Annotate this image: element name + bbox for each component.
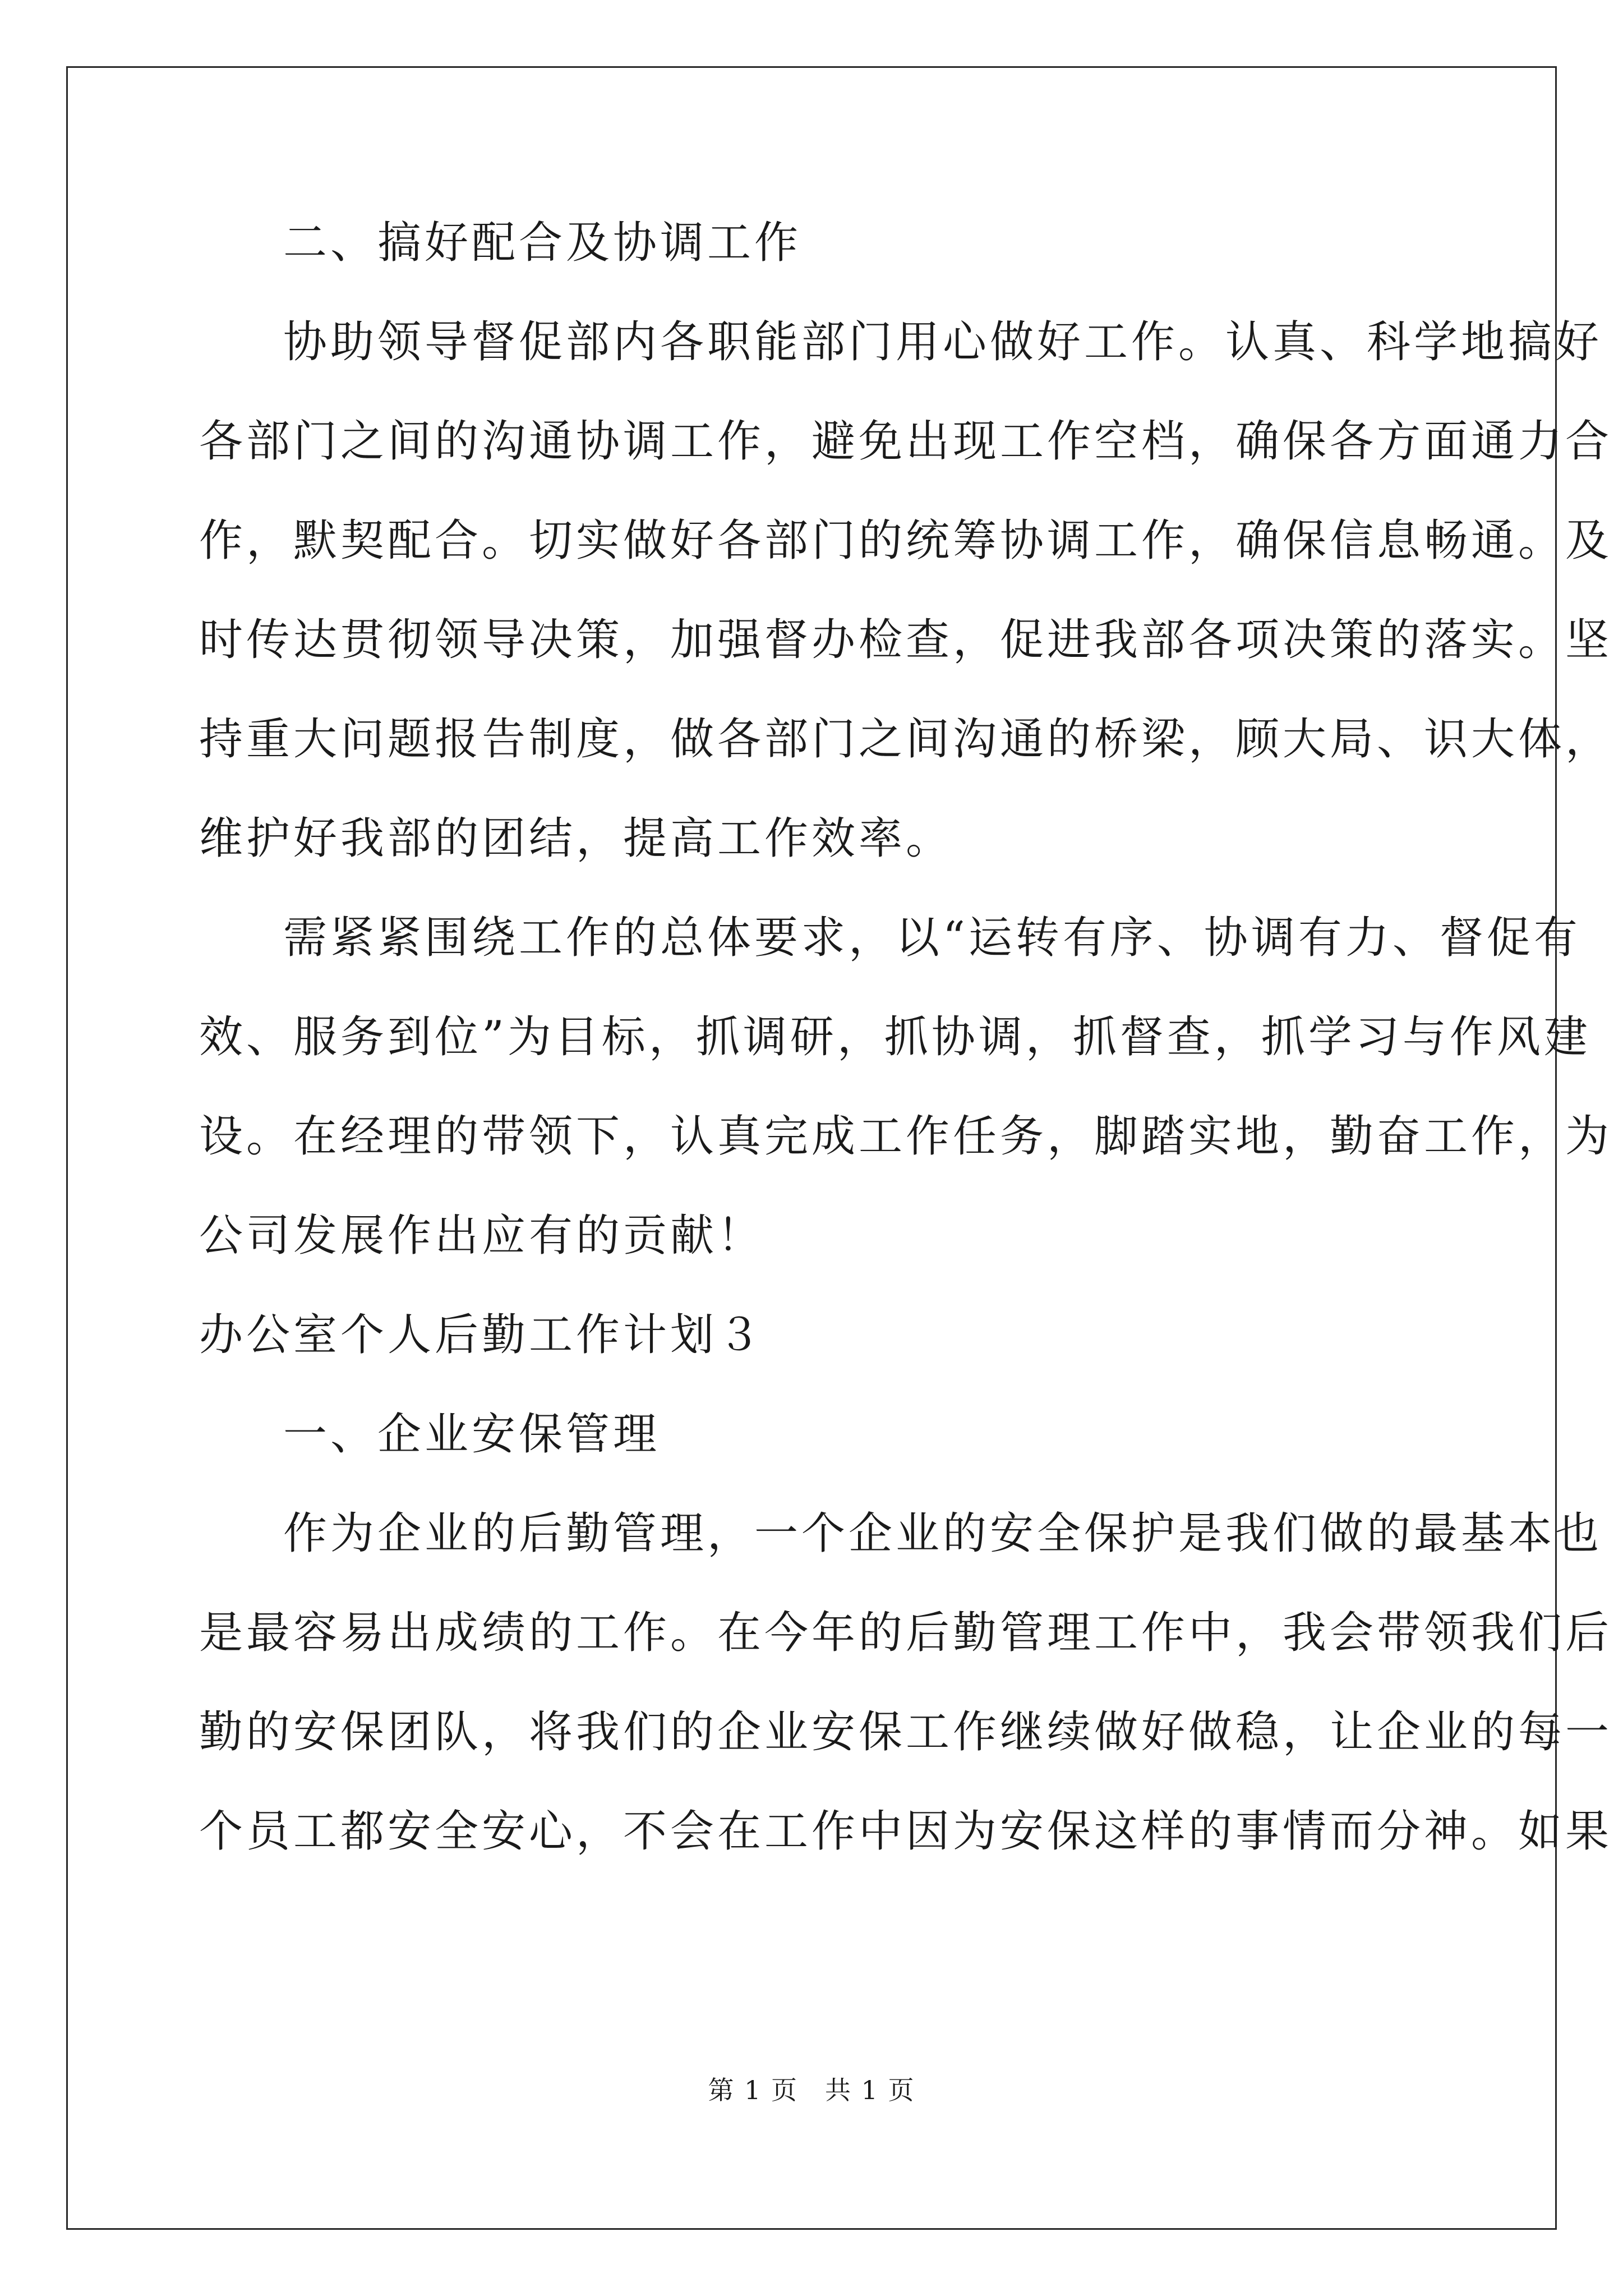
document-body (199, 212, 1613, 1900)
body-line: 一、企业安保管理 (283, 1409, 661, 1460)
body-line: 时传达贯彻领导决策，加强督办检查，促进我部各项决策的落实。坚 (199, 615, 1613, 665)
body-line: 维护好我部的团结，提高工作效率。 (199, 813, 953, 864)
body-line: 持重大问题报告制度，做各部门之间沟通的桥梁，顾大局、识大体， (199, 714, 1613, 765)
body-line: 需紧紧围绕工作的总体要求，以“运转有序、协调有力、督促有 (283, 913, 1581, 963)
body-line: 个员工都安全安心，不会在工作中因为安保这样的事情而分神。如果 (199, 1806, 1613, 1857)
page-number-footer: 第 1 页 共 1 页 (708, 2075, 915, 2105)
body-line: 公司发展作出应有的贡献！ (199, 1211, 765, 1261)
body-line: 作为企业的后勤管理，一个企业的安全保护是我们做的最基本也 (283, 1508, 1603, 1559)
body-line: 勤的安保团队，将我们的企业安保工作继续做好做稳，让企业的每一 (199, 1707, 1613, 1757)
body-line: 效、服务到位”为目标，抓调研，抓协调，抓督查，抓学习与作风建 (199, 1012, 1591, 1062)
body-line: 二、搞好配合及协调工作 (283, 218, 802, 268)
body-line: 设。在经理的带领下，认真完成工作任务，脚踏实地，勤奋工作，为 (199, 1111, 1613, 1162)
section-title: 办公室个人后勤工作计划３ (199, 1310, 765, 1360)
body-line: 各部门之间的沟通协调工作，避免出现工作空档，确保各方面通力合 (199, 416, 1613, 467)
body-line: 协助领导督促部内各职能部门用心做好工作。认真、科学地搞好 (283, 317, 1603, 367)
body-line: 是最容易出成绩的工作。在今年的后勤管理工作中，我会带领我们后 (199, 1608, 1613, 1658)
body-line: 作，默契配合。切实做好各部门的统筹协调工作，确保信息畅通。及 (199, 516, 1613, 566)
